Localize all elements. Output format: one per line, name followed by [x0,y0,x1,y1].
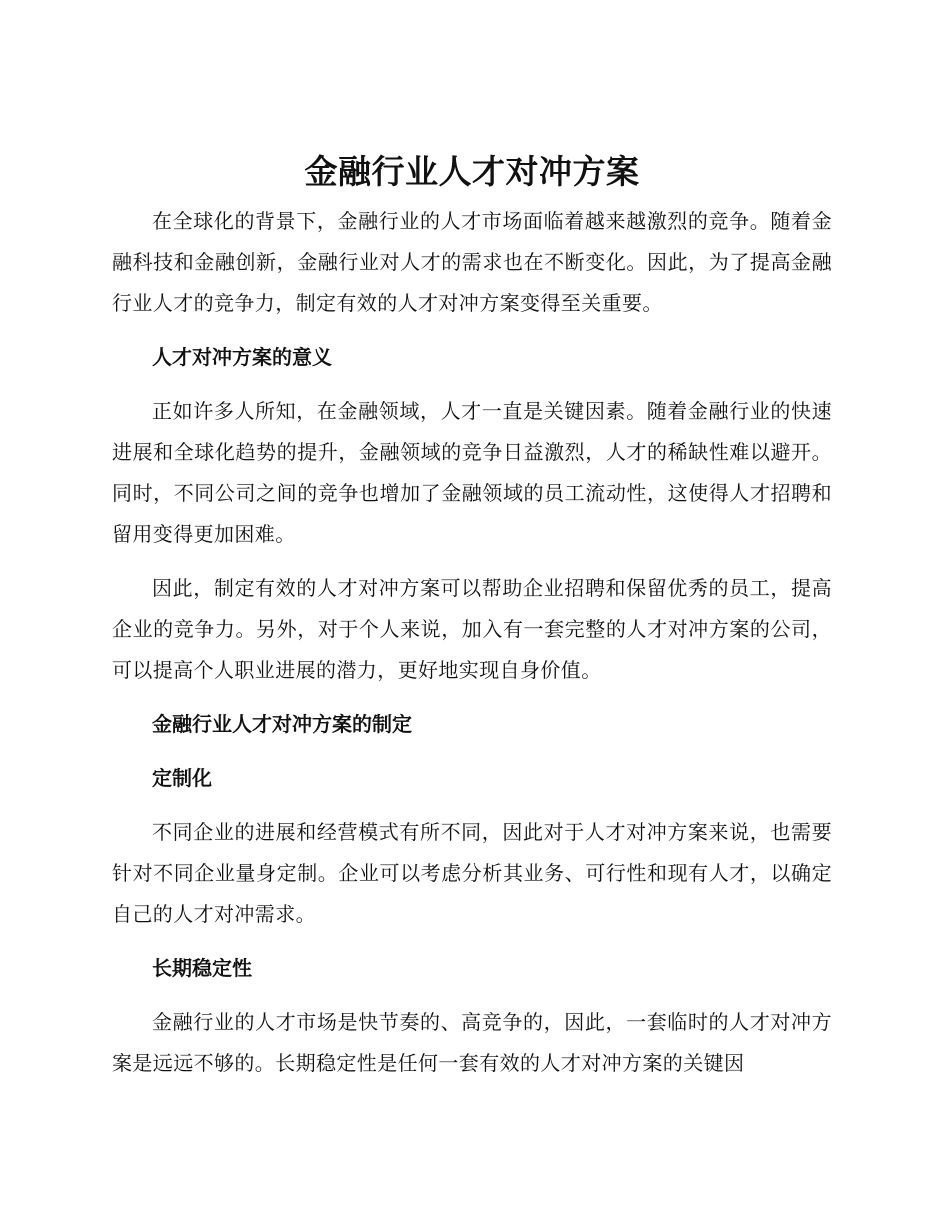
section-heading-significance: 人才对冲方案的意义 [152,345,332,369]
spacer [112,324,832,337]
paragraph-customization: 不同企业的进展和经营模式有所不同，因此对于人才对冲方案来说，也需要针对不同企业量身定制。企业可以考虑分析其业务、可行性和现有人才，以确定自己的人才对冲需求。 [112,820,832,926]
paragraph-significance-2: 因此，制定有效的人才对冲方案可以帮助企业招聘和保留优秀的员工，提高企业的竞争力。另外，对于个人来说，加入有一套完整的人才对冲方案的公司，可以提高个人职业进展的潜力，更好地实现自身价值。 [112,576,832,682]
spacer [112,194,832,201]
paragraph-significance-1: 正如许多人所知，在金融领域，人才一直是关键因素。随着金融行业的快速进展和全球化趋势的提升，金融领域的竞争日益激烈，人才的稀缺性难以避开。同时，不同公司之间的竞争也增加了金融领域的员工流动性，这使得人才招聘和留用变得更加困难。 [112,399,832,546]
spacer [112,799,832,812]
spacer [112,378,832,391]
document-page [112,150,832,1084]
subsection-heading-customization: 定制化 [152,766,212,790]
spacer [112,555,832,568]
subsection-heading-stability: 长期稳定性 [152,956,252,980]
spacer [112,745,832,758]
spacer [112,691,832,704]
spacer [112,935,832,948]
document-title: 金融行业人才对冲方案 [304,152,640,191]
section-heading-formulation: 金融行业人才对冲方案的制定 [152,712,412,736]
paragraph-intro: 在全球化的背景下，金融行业的人才市场面临着越来越激烈的竞争。随着金融科技和金融创新，金融行业对人才的需求也在不断变化。因此，为了提高金融行业人才的竞争力，制定有效的人才对冲方案变得至关重要。 [112,209,832,315]
spacer [112,989,832,1002]
paragraph-stability: 金融行业的人才市场是快节奏的、高竞争的，因此，一套临时的人才对冲方案是远远不够的。长期稳定性是任何一套有效的人才对冲方案的关键因 [112,1010,832,1075]
